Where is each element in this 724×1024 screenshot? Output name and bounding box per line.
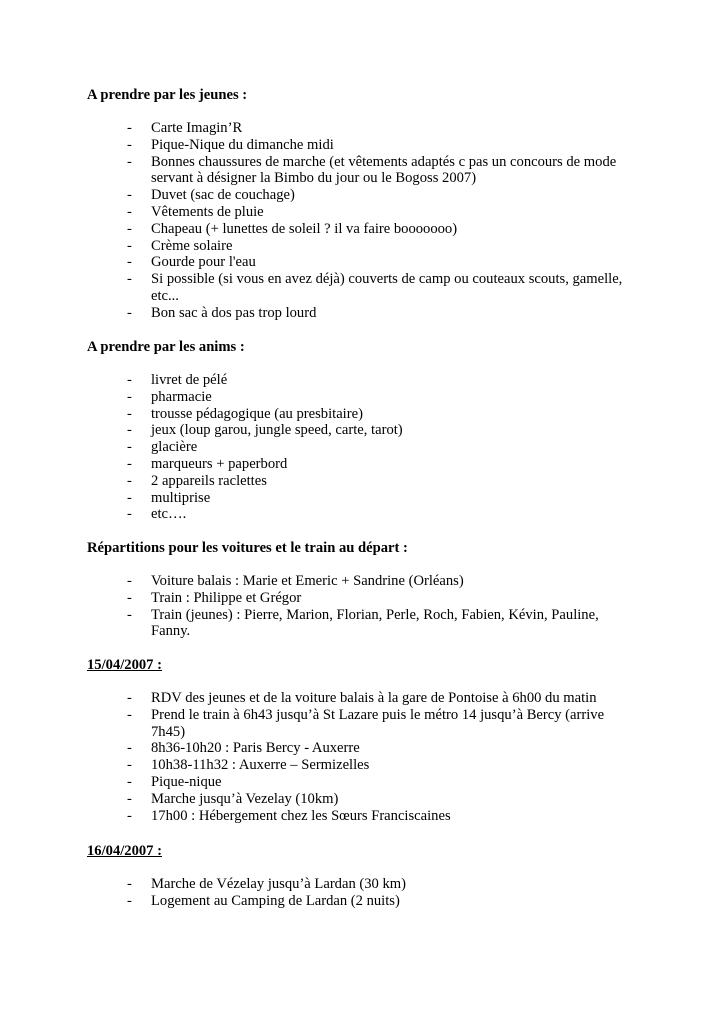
bullet-dash: - [127,489,132,506]
bullet-dash: - [127,304,132,321]
list-item: - Duvet (sac de couchage) [127,187,295,204]
section-heading-date-15-04: 15/04/2007 : [87,657,162,673]
list-item: - marqueurs + paperbord [127,455,288,472]
bullet-dash: - [127,372,132,388]
list-item: - Crème solaire [127,237,233,254]
list-item: - Marche jusqu’à Vezelay (10km) [127,790,339,807]
bullet-dash: - [127,506,132,523]
section-heading-anims: A prendre par les anims : [87,339,245,355]
list-item: - Vêtements de pluie [127,203,264,220]
list-item: - Bon sac à dos pas trop lourd [127,304,317,321]
bullet-dash: - [127,203,132,220]
list-item: - Train : Philippe et Grégor [127,589,302,606]
bullet-dash: - [127,606,132,623]
bullet-dash: - [127,589,132,606]
bullet-dash: - [127,422,132,439]
bullet-dash: - [127,254,132,271]
bullet-dash: - [127,472,132,489]
bullet-dash: - [127,690,132,706]
list-item: - Si possible (si vous en avez déjà) couverts de camp ou couteaux scouts, gamelle, etc... [127,271,623,304]
list-repartitions [0,573,724,640]
list-item: - RDV des jeunes et de la voiture balais à la gare de Pontoise à 6h00 du matin [127,690,597,706]
list-anims [0,372,724,523]
list-item: - Pique-nique [127,773,222,790]
list-item: - multiprise [127,489,211,506]
list-item: - 2 appareils raclettes [127,472,267,489]
bullet-dash: - [127,153,132,170]
section-heading-repartitions: Répartitions pour les voitures et le train au départ : [87,540,408,556]
bullet-dash: - [127,773,132,790]
bullet-dash: - [127,790,132,807]
bullet-dash: - [127,120,132,136]
list-item: - livret de pélé [127,372,228,388]
bullet-dash: - [127,271,132,288]
list-item: - glacière [127,439,198,456]
list-item: - Bonnes chaussures de marche (et vêtements adaptés c pas un concours de mode servant à désigner la Bimbo du jour ou le Bogoss 2007) [127,153,617,187]
list-item: - jeux (loup garou, jungle speed, carte, tarot) [127,422,403,439]
bullet-dash: - [127,757,132,774]
bullet-dash: - [127,455,132,472]
list-item: - trousse pédagogique (au presbitaire) [127,405,363,422]
list-jeunes [0,120,724,322]
list-item: - Train (jeunes) : Pierre, Marion, Florian, Perle, Roch, Fabien, Kévin, Pauline, Fanny. [127,606,599,640]
bullet-dash: - [127,220,132,237]
list-item: - Logement au Camping de Lardan (2 nuits) [127,892,400,909]
bullet-dash: - [127,807,132,824]
list-item: - Prend le train à 6h43 jusqu’à St Lazare puis le métro 14 jusqu’à Bercy (arrive 7h45) [127,706,605,740]
list-item: - Chapeau (+ lunettes de soleil ? il va faire booooooo) [127,220,458,237]
list-item: - 8h36-10h20 : Paris Bercy - Auxerre [127,740,360,757]
bullet-dash: - [127,187,132,204]
list-item: - Voiture balais : Marie et Emeric + Sandrine (Orléans) [127,573,464,589]
list-date-16-04 [0,876,724,910]
list-item: - Carte Imagin’R [127,120,243,136]
bullet-dash: - [127,388,132,405]
list-item: - 17h00 : Hébergement chez les Sœurs Franciscaines [127,807,451,824]
list-item: - etc…. [127,506,187,523]
bullet-dash: - [127,876,132,892]
bullet-dash: - [127,439,132,456]
list-item: - Pique-Nique du dimanche midi [127,136,334,153]
section-heading-jeunes: A prendre par les jeunes : [87,87,248,103]
bullet-dash: - [127,237,132,254]
list-item: - Gourde pour l'eau [127,254,256,271]
bullet-dash: - [127,740,132,757]
section-heading-date-16-04: 16/04/2007 : [87,843,162,859]
list-date-15-04 [0,690,724,824]
bullet-dash: - [127,405,132,422]
list-item: - 10h38-11h32 : Auxerre – Sermizelles [127,757,370,774]
list-item: - Marche de Vézelay jusqu’à Lardan (30 km) [127,876,407,892]
list-item: - pharmacie [127,388,212,405]
bullet-dash: - [127,892,132,909]
bullet-dash: - [127,706,132,723]
bullet-dash: - [127,573,132,589]
bullet-dash: - [127,136,132,153]
